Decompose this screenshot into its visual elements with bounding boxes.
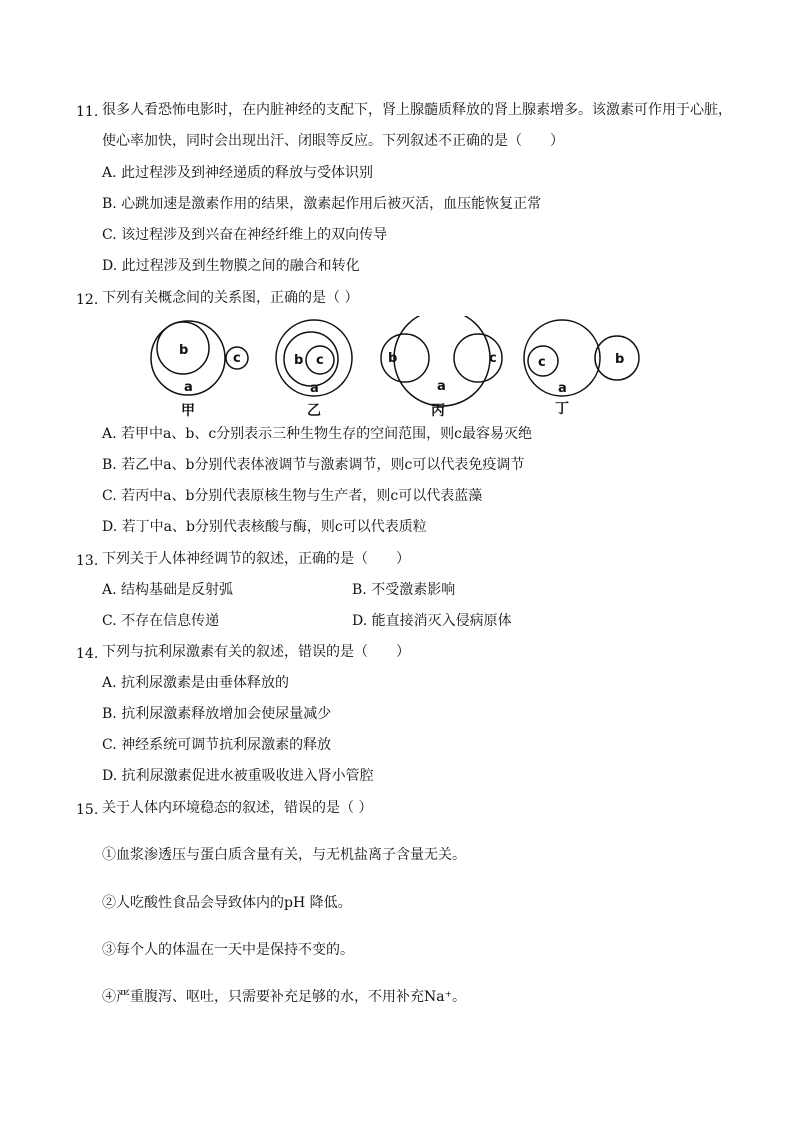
bing-label-a: a xyxy=(437,379,446,394)
ding-caption: 丁 xyxy=(555,401,569,417)
bing-caption: 丙 xyxy=(431,403,445,419)
question-13-number: 13. xyxy=(76,553,99,569)
yi-label-b: b xyxy=(294,353,304,368)
jia-label-b: b xyxy=(179,343,189,358)
question-11-stem-line1: 很多人看恐怖电影时，在内脏神经的支配下，肾上腺髓质释放的肾上腺素增多。该激素可作用于心脏， xyxy=(102,102,732,118)
question-11-stem-line2: 使心率加快，同时会出现出汗、闭眼等反应。下列叙述不正确的是（ ） xyxy=(102,133,564,149)
question-15-number: 15. xyxy=(76,802,99,818)
question-14-option-a: A. 抗利尿激素是由垂体释放的 xyxy=(102,675,290,691)
yi-caption: 乙 xyxy=(307,403,321,419)
jia-label-c: c xyxy=(233,351,241,366)
question-11-option-d: D. 此过程涉及到生物膜之间的融合和转化 xyxy=(102,258,360,274)
yi-label-c: c xyxy=(316,353,324,368)
question-15-statement-4: ④严重腹泻、呕吐，只需要补充足够的水，不用补充Na⁺。 xyxy=(102,989,466,1005)
question-12-stem: 下列有关概念间的关系图，正确的是（ ） xyxy=(102,290,359,306)
ding-label-b: b xyxy=(615,352,625,367)
question-14-number: 14. xyxy=(76,646,99,662)
bing-label-c: c xyxy=(489,351,497,366)
question-11-option-a: A. 此过程涉及到神经递质的释放与受体识别 xyxy=(102,165,374,181)
question-13-option-a: A. 结构基础是反射弧 xyxy=(102,582,234,598)
question-15-statement-3: ③每个人的体温在一天中是保持不变的。 xyxy=(102,942,354,958)
question-11-number: 11. xyxy=(76,104,99,120)
question-14-option-c: C. 神经系统可调节抗利尿激素的释放 xyxy=(102,737,332,753)
question-15-statement-1: ①血浆渗透压与蛋白质含量有关，与无机盐离子含量无关。 xyxy=(102,847,466,863)
question-13-option-c: C. 不存在信息传递 xyxy=(102,613,220,629)
bing-label-b: b xyxy=(388,351,398,366)
question-11-option-b: B. 心跳加速是激素作用的结果，激素起作用后被灭活，血压能恢复正常 xyxy=(102,196,542,212)
question-14-option-d: D. 抗利尿激素促进水被重吸收进入肾小管腔 xyxy=(102,768,374,784)
yi-label-a: a xyxy=(310,381,319,396)
question-13-stem: 下列关于人体神经调节的叙述，正确的是（ ） xyxy=(102,551,410,567)
question-14-stem: 下列与抗利尿激素有关的叙述，错误的是（ ） xyxy=(102,644,410,660)
question-12-option-c: C. 若丙中a、b分别代表原核生物与生产者，则c可以代表蓝藻 xyxy=(102,488,483,504)
concept-relationship-diagram xyxy=(150,316,650,421)
jia-label-a: a xyxy=(184,380,193,395)
question-12-option-a: A. 若甲中a、b、c分别表示三种生物生存的空间范围，则c最容易灭绝 xyxy=(102,426,532,442)
question-12-option-b: B. 若乙中a、b分别代表体液调节与激素调节，则c可以代表免疫调节 xyxy=(102,457,525,473)
question-13-option-b: B. 不受激素影响 xyxy=(352,582,456,598)
question-12-option-d: D. 若丁中a、b分别代表核酸与酶，则c可以代表质粒 xyxy=(102,519,427,535)
question-14-option-b: B. 抗利尿激素释放增加会使尿量减少 xyxy=(102,706,332,722)
question-15-statement-2: ②人吃酸性食品会导致体内的pH 降低。 xyxy=(102,895,352,911)
question-15-stem: 关于人体内环境稳态的叙述，错误的是（ ） xyxy=(102,800,373,816)
question-12-number: 12. xyxy=(76,292,99,308)
ding-label-c: c xyxy=(538,355,546,370)
question-13-option-d: D. 能直接消灭入侵病原体 xyxy=(352,613,512,629)
question-11-option-c: C. 该过程涉及到兴奋在神经纤维上的双向传导 xyxy=(102,227,388,243)
yi-circle-b xyxy=(284,332,338,386)
jia-caption: 甲 xyxy=(181,403,195,419)
ding-label-a: a xyxy=(558,381,567,396)
